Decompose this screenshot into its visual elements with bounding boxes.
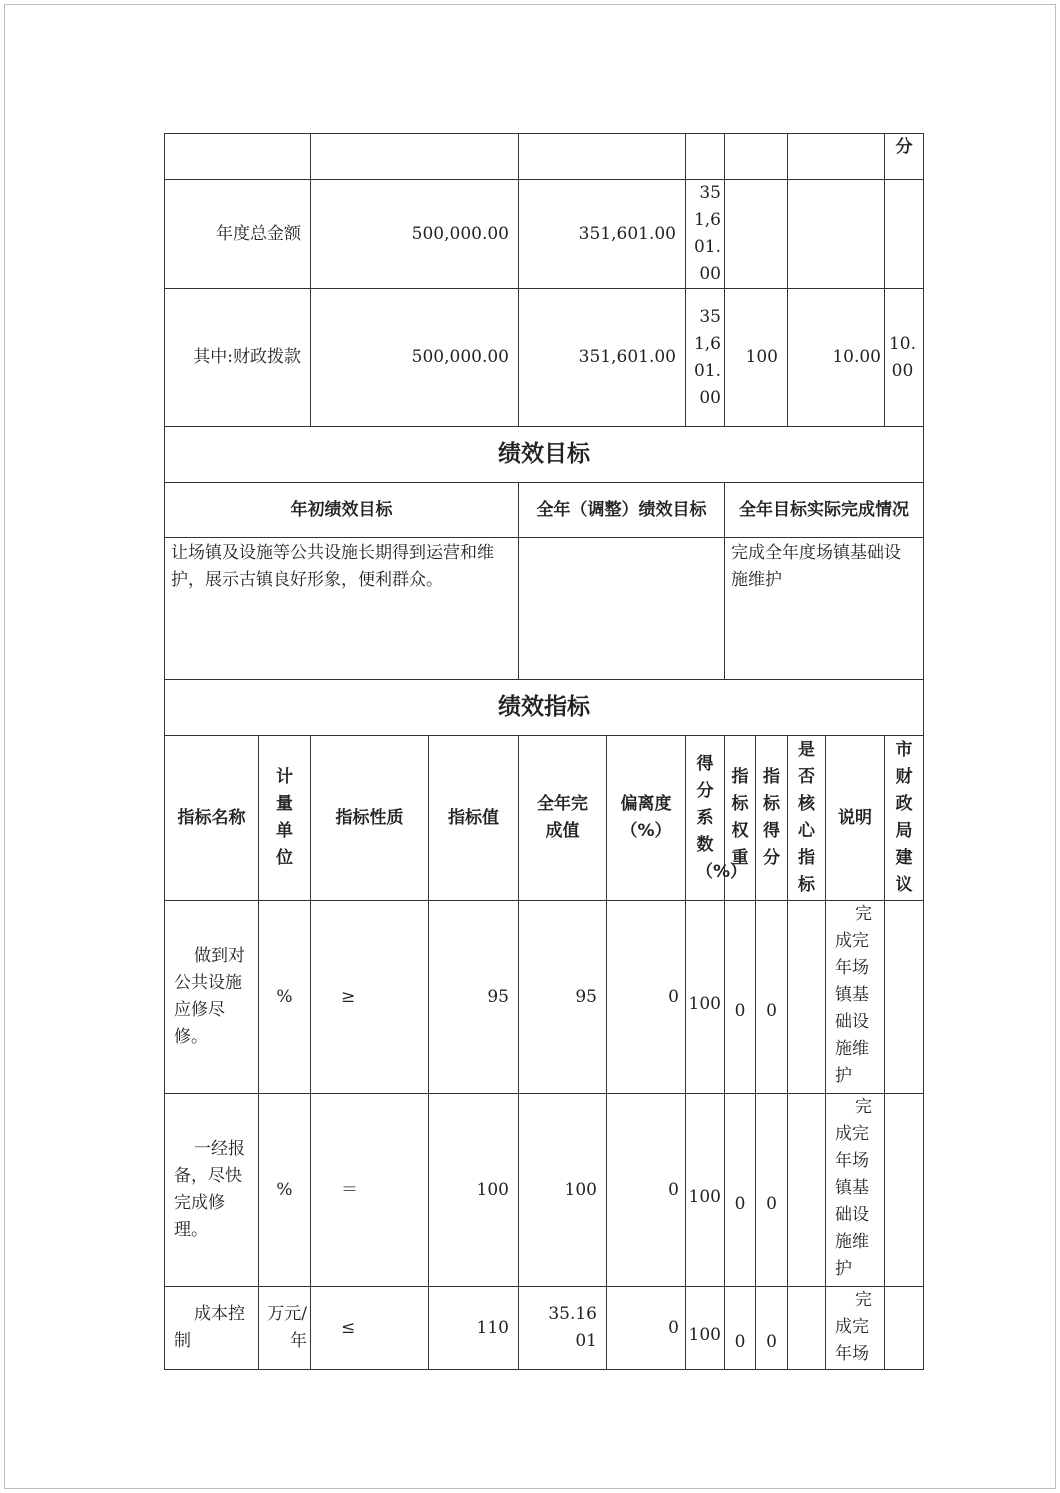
funds-adjusted: 351,601.00 xyxy=(519,180,686,289)
ind-deviation: 0 xyxy=(607,1094,686,1287)
ind-deviation: 0 xyxy=(607,901,686,1094)
funds-header-cell xyxy=(311,134,519,180)
funds-rate: 100 xyxy=(725,289,788,427)
ind-weight: 0 xyxy=(725,1094,756,1287)
goals-header-row xyxy=(165,483,924,538)
ind-actual: 35.1601 xyxy=(519,1287,607,1370)
ind-nature: ≥ xyxy=(311,901,429,1094)
ind-nature: ≤ xyxy=(311,1287,429,1370)
ind-col-advice: 市财政局建议 xyxy=(895,740,913,895)
funds-header-score: 分 xyxy=(885,134,924,180)
ind-name: 成本控制 xyxy=(165,1287,259,1370)
ind-name: 一经报备，尽快完成修理。 xyxy=(165,1094,259,1287)
table-row xyxy=(165,1287,924,1370)
funds-header-cell xyxy=(519,134,686,180)
ind-col-coef: 得分系数（%） xyxy=(696,753,748,882)
goals-col-initial: 年初绩效目标 xyxy=(165,483,519,538)
ind-note: 完成完年场 xyxy=(826,1287,885,1370)
funds-header-cell xyxy=(165,134,311,180)
funds-score: 10.00 xyxy=(885,289,924,427)
ind-score: 0 xyxy=(756,1094,788,1287)
indicators-section-row xyxy=(165,680,924,736)
ind-col-core: 是否核心指标 xyxy=(798,740,815,895)
performance-table xyxy=(164,133,924,1370)
funds-header-cell xyxy=(788,134,885,180)
ind-col-note: 说明 xyxy=(826,736,885,901)
ind-core xyxy=(788,1094,826,1287)
ind-actual: 95 xyxy=(519,901,607,1094)
ind-advice xyxy=(885,1094,924,1287)
funds-row-total xyxy=(165,180,924,289)
goals-col-actual: 全年目标实际完成情况 xyxy=(725,483,924,538)
ind-weight: 0 xyxy=(725,901,756,1094)
ind-name: 做到对公共设施应修尽修。 xyxy=(165,901,259,1094)
funds-score xyxy=(885,180,924,289)
funds-header-cell xyxy=(725,134,788,180)
ind-nature: ＝ xyxy=(311,1094,429,1287)
ind-weight: 0 xyxy=(725,1287,756,1370)
funds-row-fiscal xyxy=(165,289,924,427)
funds-weight: 10.00 xyxy=(788,289,885,427)
ind-col-weight: 指标权重 xyxy=(731,767,749,868)
goals-actual-text: 完成全年度场镇基础设施维护 xyxy=(725,538,924,680)
goals-section-row xyxy=(165,427,924,483)
ind-core xyxy=(788,1287,826,1370)
ind-note: 完成完年场镇基础设施维护 xyxy=(826,901,885,1094)
ind-value: 100 xyxy=(429,1094,519,1287)
funds-adjusted: 351,601.00 xyxy=(519,289,686,427)
ind-core xyxy=(788,901,826,1094)
funds-rate xyxy=(725,180,788,289)
ind-note: 完成完年场镇基础设施维护 xyxy=(826,1094,885,1287)
ind-col-value: 指标值 xyxy=(429,736,519,901)
ind-coef: 100 xyxy=(686,1287,725,1370)
ind-deviation: 0 xyxy=(607,1287,686,1370)
goals-content-row xyxy=(165,538,924,680)
ind-col-nature: 指标性质 xyxy=(311,736,429,901)
ind-advice xyxy=(885,1287,924,1370)
ind-unit: 万元/年 xyxy=(259,1287,311,1370)
ind-value: 110 xyxy=(429,1287,519,1370)
goals-col-adjusted: 全年（调整）绩效目标 xyxy=(519,483,725,538)
funds-weight xyxy=(788,180,885,289)
ind-actual: 100 xyxy=(519,1094,607,1287)
ind-unit: % xyxy=(259,901,311,1094)
goals-initial-text: 让场镇及设施等公共设施长期得到运营和维护，展示古镇良好形象，便利群众。 xyxy=(165,538,519,680)
funds-budget: 500,000.00 xyxy=(311,180,519,289)
table-row xyxy=(165,901,924,1094)
indicators-header-row xyxy=(165,736,924,901)
goals-adjusted-text xyxy=(519,538,725,680)
indicators-section-title: 绩效指标 xyxy=(165,680,924,736)
funds-executed: 351,601.00 xyxy=(686,180,725,289)
ind-col-deviation: 偏离度（%） xyxy=(607,736,686,901)
ind-coef: 100 xyxy=(686,901,725,1094)
ind-col-name: 指标名称 xyxy=(165,736,259,901)
ind-score: 0 xyxy=(756,901,788,1094)
ind-coef: 100 xyxy=(686,1094,725,1287)
funds-header-cell xyxy=(686,134,725,180)
ind-col-score: 指标得分 xyxy=(763,767,780,868)
funds-executed: 351,601.00 xyxy=(686,289,725,427)
ind-value: 95 xyxy=(429,901,519,1094)
ind-advice xyxy=(885,901,924,1094)
goals-section-title: 绩效目标 xyxy=(165,427,924,483)
funds-header-row xyxy=(165,134,924,180)
funds-row-label: 年度总金额 xyxy=(165,180,311,289)
table-row xyxy=(165,1094,924,1287)
funds-budget: 500,000.00 xyxy=(311,289,519,427)
ind-col-unit: 计量单位 xyxy=(276,767,293,868)
ind-col-actual: 全年完成值 xyxy=(519,736,607,901)
funds-row-label: 其中:财政拨款 xyxy=(165,289,311,427)
ind-score: 0 xyxy=(756,1287,788,1370)
ind-unit: % xyxy=(259,1094,311,1287)
